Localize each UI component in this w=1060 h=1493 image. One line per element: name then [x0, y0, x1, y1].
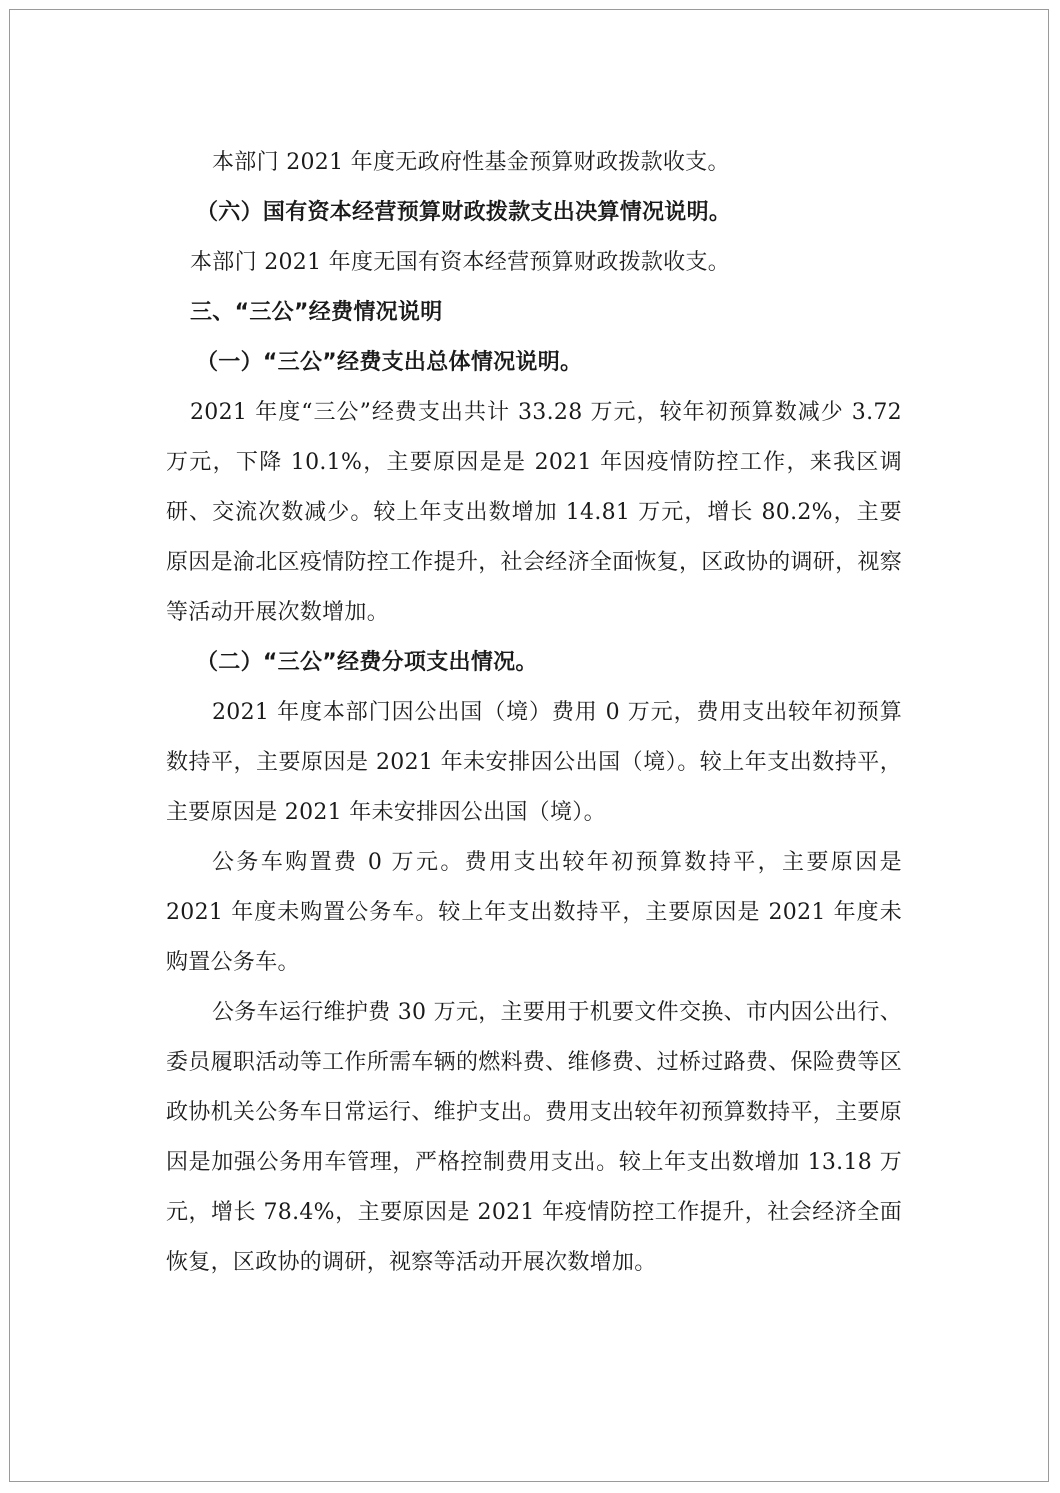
paragraph-no-state-capital: 本部门 2021 年度无国有资本经营预算财政拨款收支。 [190, 250, 731, 275]
heading-three-public-expenses: 三、“三公”经费情况说明 [190, 300, 443, 325]
paragraph-no-fund-budget: 本部门 2021 年度无政府性基金预算财政拨款收支。 [212, 150, 730, 175]
paragraph-overseas-travel: 2021 年度本部门因公出国（境）费用 0 万元，费用支出较年初预算数持平，主要原因是 2021 年未安排因公出国（境）。较上年支出数持平，主要原因是 2021 年未安排因公出国（境）。 [166, 700, 902, 825]
paragraph-vehicle-purchase: 公务车购置费 0 万元。费用支出较年初预算数持平，主要原因是 2021 年度未购置公务车。较上年支出数持平，主要原因是 2021 年度未购置公务车。 [166, 850, 902, 975]
paragraph-vehicle-operation: 公务车运行维护费 30 万元，主要用于机要文件交换、市内因公出行、委员履职活动等工作所需车辆的燃料费、维修费、过桥过路费、保险费等区政协机关公务车日常运行、维护支出。费用支出较年初预算数持平，主要原因是加强公务用车管理，严格控制费用支出。较上年支出数增加 13.18 万元，增长 78.4%，主要原因是 2021 年疫情防控工作提升，社会经济全面恢复，区政协的调研，视察等活动开展次数增加。 [166, 1000, 902, 1275]
heading-state-capital-budget: （六）国有资本经营预算财政拨款支出决算情况说明。 [196, 200, 732, 225]
document-body [166, 138, 902, 1288]
heading-overall-expenses: （一）“三公”经费支出总体情况说明。 [196, 350, 583, 375]
heading-itemized-expenses: （二）“三公”经费分项支出情况。 [196, 650, 538, 675]
paragraph-overall-expenses: 2021 年度“三公”经费支出共计 33.28 万元，较年初预算数减少 3.72 万元，下降 10.1%，主要原因是是 2021 年因疫情防控工作，来我区调研、交流次数减少。较上年支出数增加 14.81 万元，增长 80.2%，主要原因是渝北区疫情防控工作提升，社会经济全面恢复，区政协的调研，视察等活动开展次数增加。 [166, 400, 902, 625]
